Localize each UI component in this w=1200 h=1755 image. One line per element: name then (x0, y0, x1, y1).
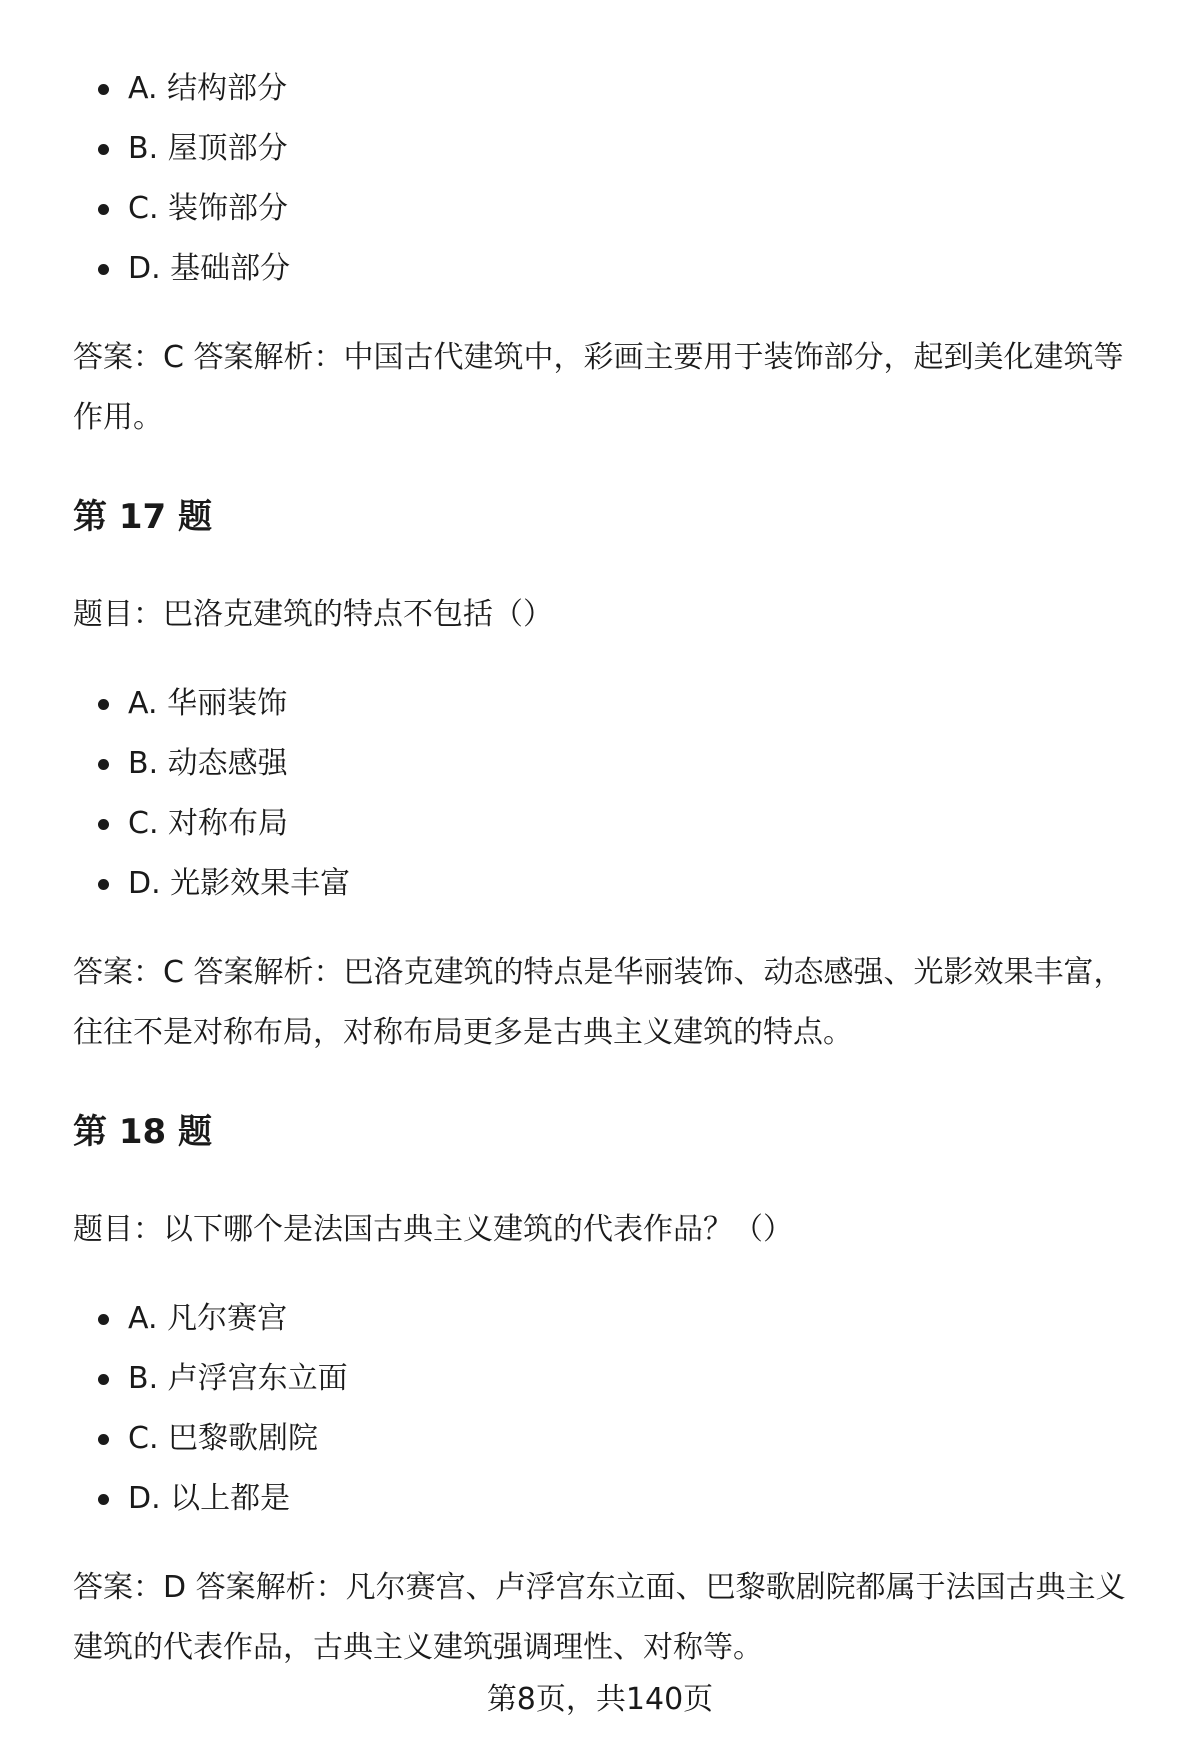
q18-answer: 答案：D 答案解析：凡尔赛宫、卢浮宫东立面、巴黎歌剧院都属于法国古典主义建筑的代表作品，古典主义建筑强调理性、对称等。 (73, 1570, 1126, 1665)
q16-answer: 答案：C 答案解析：中国古代建筑中，彩画主要用于装饰部分，起到美化建筑等作用。 (73, 340, 1124, 435)
q16-options (0, 59, 290, 299)
q18-options (0, 1289, 348, 1529)
q17-title: 第 17 题 (73, 497, 212, 537)
q17-option-c: C. 对称布局 (0, 794, 350, 854)
q18-option-a: A. 凡尔赛宫 (0, 1289, 348, 1349)
q16-option-b: B. 屋顶部分 (0, 119, 290, 179)
q17-option-b: B. 动态感强 (0, 734, 350, 794)
q17-option-a: A. 华丽装饰 (0, 674, 350, 734)
q18-title: 第 18 题 (73, 1112, 212, 1152)
q16-option-c: C. 装饰部分 (0, 179, 290, 239)
q16-option-d: D. 基础部分 (0, 239, 290, 299)
q18-option-d: D. 以上都是 (0, 1469, 348, 1529)
q17-option-d: D. 光影效果丰富 (0, 854, 350, 914)
q17-options (0, 674, 350, 914)
q17-answer: 答案：C 答案解析：巴洛克建筑的特点是华丽装饰、动态感强、光影效果丰富，往往不是对称布局，对称布局更多是古典主义建筑的特点。 (73, 955, 1124, 1050)
q18-question: 题目：以下哪个是法国古典主义建筑的代表作品？（） (73, 1212, 793, 1247)
q18-option-c: C. 巴黎歌剧院 (0, 1409, 348, 1469)
q16-option-a: A. 结构部分 (0, 59, 290, 119)
page-number: 第8页，共140页 (486, 1682, 714, 1717)
q18-option-b: B. 卢浮宫东立面 (0, 1349, 348, 1409)
q17-question: 题目：巴洛克建筑的特点不包括（） (73, 597, 553, 632)
